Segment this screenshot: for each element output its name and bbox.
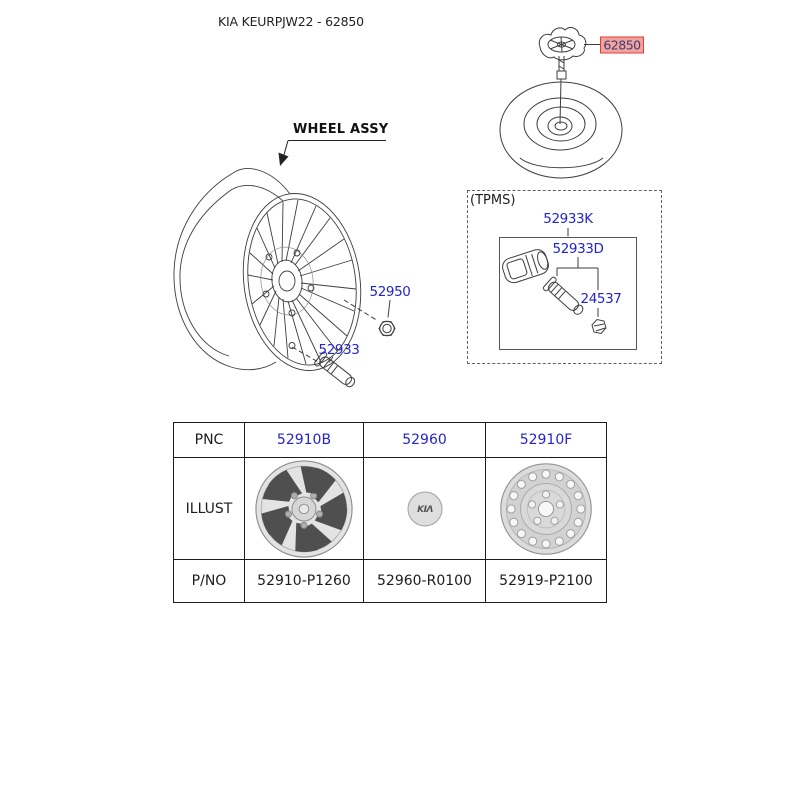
illust-cell-center-cap	[364, 458, 486, 560]
spare-clamp-drawing	[539, 28, 586, 124]
part-number-62850: 62850	[603, 37, 641, 52]
part-label-52933K[interactable]: 52933K	[543, 211, 593, 227]
alloy-wheel-icon	[254, 459, 354, 559]
part-label-52933D[interactable]: 52933D	[552, 241, 604, 257]
pnc-cell-52960[interactable]: 52960	[364, 423, 486, 458]
wheel-assy-pointer	[279, 141, 387, 167]
pno-header-cell: P/NO	[174, 560, 245, 603]
illust-header-cell: ILLUST	[174, 458, 245, 560]
part-label-24537[interactable]: 24537	[580, 291, 622, 307]
pno-cell-52919-P2100: 52919-P2100	[486, 560, 607, 603]
pnc-cell-52910F[interactable]: 52910F	[486, 423, 607, 458]
part-label-52950[interactable]: 52950	[369, 284, 411, 300]
lug-nut-drawing	[379, 321, 395, 335]
illust-row	[174, 458, 607, 560]
illust-cell-alloy-wheel	[245, 458, 364, 560]
pno-row	[174, 560, 607, 603]
kia-center-cap-icon	[405, 489, 445, 529]
steel-wheel-icon	[497, 460, 595, 558]
wheel-assy-label: WHEEL ASSY	[293, 122, 389, 137]
page-title: KIA KEURPJW22 - 62850	[218, 14, 364, 29]
part-label-52933[interactable]: 52933	[318, 342, 360, 358]
pno-cell-52910-P1260: 52910-P1260	[245, 560, 364, 603]
pno-cell-52960-R0100: 52960-R0100	[364, 560, 486, 603]
parts-table	[173, 422, 607, 603]
part-label-62850[interactable]	[600, 36, 644, 53]
svg-text:KIΛ: KIΛ	[416, 504, 433, 515]
pnc-row	[174, 423, 607, 458]
spare-wheel-drawing	[500, 82, 622, 178]
tpms-group-label: (TPMS)	[470, 193, 516, 208]
pnc-cell-52910B[interactable]: 52910B	[245, 423, 364, 458]
pnc-header-cell: PNC	[174, 423, 245, 458]
illust-cell-steel-wheel	[486, 458, 607, 560]
